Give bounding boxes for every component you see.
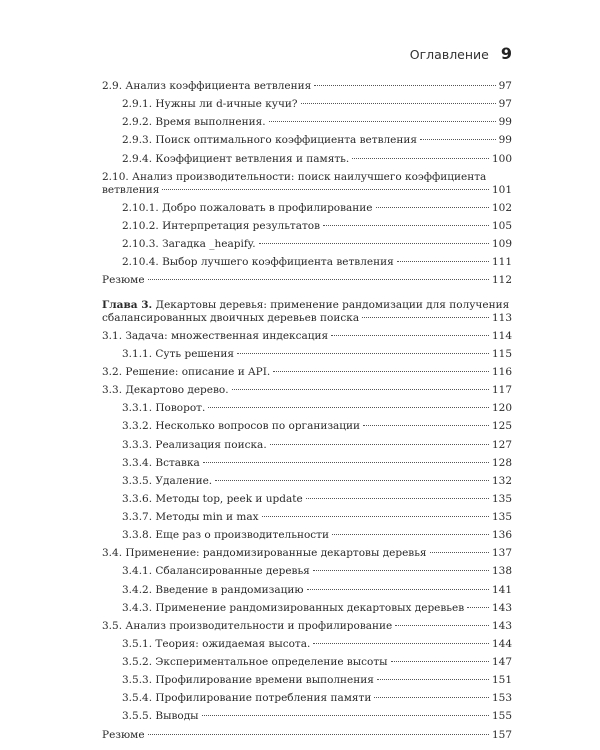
dot-leader — [397, 261, 489, 262]
toc-entry-title: 3.3.1. Поворот. — [122, 402, 206, 415]
toc-entry — [102, 475, 512, 488]
dot-leader — [162, 189, 489, 190]
toc-entry — [102, 348, 512, 361]
toc-entry — [102, 420, 512, 433]
toc-entry — [102, 457, 512, 470]
toc-entry — [102, 366, 512, 379]
toc-entry — [102, 402, 512, 415]
toc-entry-title: 3.3.6. Методы top, peek и update — [122, 492, 303, 505]
toc-entry-title: 3.3.4. Вставка — [122, 456, 200, 469]
dot-leader — [420, 139, 496, 140]
toc-entry-page: 128 — [491, 456, 512, 469]
toc-entry-title: 2.10.3. Загадка _heapify. — [122, 238, 256, 251]
toc-entry — [102, 565, 512, 578]
dot-leader — [269, 121, 496, 122]
table-of-contents — [102, 80, 512, 747]
toc-entry-page: 102 — [491, 201, 512, 214]
dot-leader — [323, 225, 489, 226]
toc-entry — [102, 98, 512, 111]
toc-entry-title: 3.4. Применение: рандомизированные декартовы деревья — [102, 547, 427, 560]
toc-entry — [102, 638, 512, 651]
toc-entry — [102, 153, 512, 166]
toc-entry — [102, 384, 512, 397]
toc-entry-page: 117 — [491, 384, 512, 397]
toc-entry-page: 115 — [491, 347, 512, 360]
toc-entry — [102, 134, 512, 147]
page-number: 9 — [500, 44, 512, 63]
toc-entry-page: 120 — [491, 402, 512, 415]
toc-entry — [102, 439, 512, 452]
toc-entry-page: 151 — [491, 674, 512, 687]
dot-leader — [363, 425, 489, 426]
chapter-title-line1: Декартовы деревья: применение рандомизации для получения — [155, 298, 510, 311]
toc-entry-title: 3.5.4. Профилирование потребления памяти — [122, 692, 372, 705]
dot-leader — [232, 389, 489, 390]
toc-entry-title: 3.1. Задача: множественная индексация — [102, 329, 329, 342]
toc-entry — [102, 729, 512, 742]
toc-entry-page: 144 — [491, 637, 512, 650]
toc-entry-page: 155 — [491, 710, 512, 723]
toc-entry — [102, 256, 512, 269]
toc-entry-title: 3.3.5. Удаление. — [122, 474, 213, 487]
dot-leader — [262, 516, 489, 517]
dot-leader — [313, 570, 489, 571]
page-header — [410, 44, 512, 63]
toc-entry-page: 105 — [491, 220, 512, 232]
toc-entry — [102, 202, 512, 215]
chapter-page: 113 — [491, 311, 512, 324]
dot-leader — [352, 158, 489, 159]
dot-leader — [395, 625, 489, 626]
dot-leader — [202, 715, 489, 716]
toc-entry-page: 116 — [491, 366, 512, 378]
toc-entry-title: 3.2. Решение: описание и API. — [102, 366, 271, 378]
toc-group-chapter-3 — [102, 330, 512, 742]
toc-entry-page: 141 — [491, 583, 512, 596]
toc-entry — [102, 330, 512, 343]
toc-entry-page: 143 — [491, 619, 512, 632]
toc-entry-page: 109 — [491, 238, 512, 251]
dot-leader — [215, 480, 489, 481]
toc-entry-2-10 — [102, 171, 512, 197]
toc-entry — [102, 692, 512, 705]
toc-entry — [102, 547, 512, 560]
toc-entry-page: 97 — [498, 80, 512, 92]
toc-entry — [102, 674, 512, 687]
dot-leader — [237, 353, 489, 354]
dot-leader — [203, 462, 489, 463]
dot-leader — [314, 85, 495, 86]
dot-leader — [259, 243, 489, 244]
dot-leader — [208, 407, 489, 408]
toc-entry-title: 2.9.4. Коэффициент ветвления и память. — [122, 152, 350, 165]
toc-entry-page: 143 — [491, 601, 512, 614]
toc-entry-page: 127 — [491, 438, 512, 451]
toc-entry-2-10-line1: 2.10. Анализ производительности: поиск наилучшего коэффициента — [102, 170, 487, 183]
toc-entry-title: Резюме — [102, 274, 145, 287]
dot-leader — [148, 279, 489, 280]
running-header-title: Оглавление — [409, 47, 489, 62]
toc-entry-title: 3.1.1. Суть решения — [122, 347, 234, 360]
toc-chapter-3 — [102, 299, 512, 325]
dot-leader — [430, 552, 489, 553]
dot-leader — [332, 534, 489, 535]
dot-leader — [313, 643, 489, 644]
toc-entry — [102, 710, 512, 723]
toc-entry-page: 114 — [491, 329, 512, 342]
toc-entry — [102, 656, 512, 669]
toc-entry — [102, 80, 512, 93]
chapter-title-line2: сбалансированных двоичных деревьев поиска — [102, 311, 360, 324]
toc-entry-title: 3.5.2. Экспериментальное определение высоты — [122, 656, 388, 668]
dot-leader — [377, 679, 489, 680]
toc-entry — [102, 493, 512, 506]
toc-entry-title: 3.5.1. Теория: ожидаемая высота. — [122, 637, 311, 650]
dot-leader — [306, 498, 489, 499]
toc-entry-title: 3.5. Анализ производительности и профилирование — [102, 619, 393, 632]
toc-entry-page: 136 — [491, 529, 512, 542]
toc-entry-title: 2.10.1. Добро пожаловать в профилирование — [122, 201, 373, 214]
toc-entry-page: 132 — [491, 474, 512, 487]
toc-entry — [102, 238, 512, 251]
toc-group-2-10 — [102, 202, 512, 288]
chapter-label: Глава 3. — [102, 298, 153, 311]
toc-entry — [102, 274, 512, 287]
toc-entry-page: 153 — [491, 692, 512, 705]
dot-leader — [331, 335, 489, 336]
toc-entry-title: 3.3.7. Методы min и max — [122, 511, 259, 523]
toc-entry-title: 3.3. Декартово дерево. — [102, 384, 229, 397]
toc-entry — [102, 511, 512, 524]
toc-entry-title: 2.10.2. Интерпретация результатов — [122, 220, 321, 232]
toc-entry-page: 135 — [491, 492, 512, 505]
toc-entry-title: 3.3.8. Еще раз о производительности — [122, 529, 329, 542]
toc-entry-title: 3.4.3. Применение рандомизированных декартовых деревьев — [122, 601, 465, 614]
toc-entry-page: 100 — [491, 152, 512, 165]
toc-entry — [102, 584, 512, 597]
dot-leader — [273, 371, 489, 372]
toc-entry-page: 135 — [491, 511, 512, 523]
dot-leader — [362, 317, 489, 318]
toc-entry — [102, 116, 512, 129]
dot-leader — [307, 589, 489, 590]
toc-entry-title: 3.4.1. Сбалансированные деревья — [122, 565, 310, 578]
toc-entry-page: 157 — [491, 728, 512, 741]
toc-entry-page: 137 — [491, 547, 512, 560]
toc-entry-2-10-line2: ветвления — [102, 183, 160, 196]
toc-entry-title: 2.9.2. Время выполнения. — [122, 116, 266, 129]
toc-entry — [102, 529, 512, 542]
toc-group-2-9 — [102, 80, 512, 166]
toc-entry-title: 2.9.1. Нужны ли d-ичные кучи? — [122, 98, 298, 111]
toc-entry-title: 3.3.2. Несколько вопросов по организации — [122, 420, 361, 433]
dot-leader — [376, 207, 489, 208]
toc-entry — [102, 620, 512, 633]
toc-entry-page: 111 — [491, 256, 512, 269]
toc-entry-page: 99 — [498, 116, 512, 129]
toc-entry-title: 3.5.3. Профилирование времени выполнения — [122, 674, 374, 687]
dot-leader — [374, 697, 489, 698]
toc-entry-title: 2.9.3. Поиск оптимального коэффициента ветвления — [122, 134, 417, 147]
toc-entry-title: 2.9. Анализ коэффициента ветвления — [102, 80, 312, 92]
toc-entry-page: 147 — [491, 656, 512, 668]
dot-leader — [301, 103, 496, 104]
toc-entry-title: 2.10.4. Выбор лучшего коэффициента ветвления — [122, 256, 394, 269]
toc-entry-page: 99 — [498, 134, 512, 147]
toc-entry-title: 3.3.3. Реализация поиска. — [122, 438, 267, 451]
toc-entry-title: 3.4.2. Введение в рандомизацию — [122, 583, 304, 596]
toc-entry-page: 97 — [498, 98, 512, 111]
dot-leader — [391, 661, 489, 662]
dot-leader — [148, 734, 489, 735]
toc-entry-page: 112 — [491, 274, 512, 287]
toc-entry-title: Резюме — [102, 728, 145, 741]
toc-entry-2-10-page: 101 — [491, 183, 512, 196]
toc-entry-title: 3.5.5. Выводы — [122, 710, 199, 723]
toc-entry-page: 138 — [491, 565, 512, 578]
toc-entry-page: 125 — [491, 420, 512, 433]
dot-leader — [270, 444, 489, 445]
toc-entry — [102, 602, 512, 615]
dot-leader — [467, 607, 489, 608]
toc-entry — [102, 220, 512, 233]
